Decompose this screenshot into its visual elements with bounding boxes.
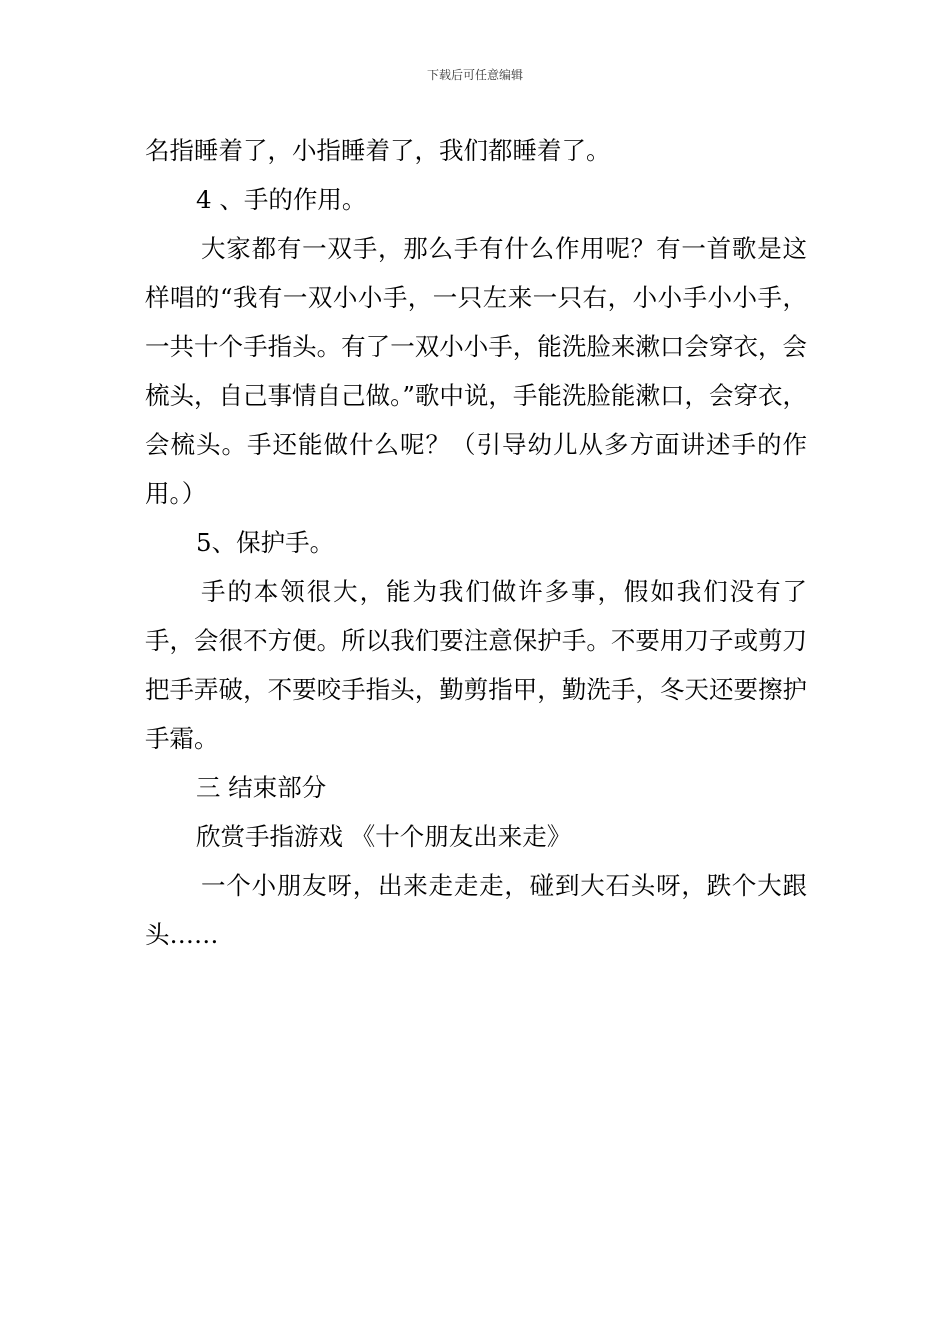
- paragraph-protect-hand: 手的本领很大，能为我们做许多事，假如我们没有了手，会很不方便。所以我们要注意保护手。不要用刀子或剪刀把手弄破，不要咬手指头，勤剪指甲，勤洗手，冬天还要擦护手霜。: [145, 577, 807, 753]
- page-header-note: 下载后可任意编辑: [426, 68, 523, 82]
- section-heading-hand-function: 4 、手的作用。: [196, 185, 367, 214]
- section-heading-ending: 三 结束部分: [196, 773, 327, 802]
- paragraph-hand-function: 大家都有一双手，那么手有什么作用呢？有一首歌是这样唱的“我有一双小小手，一只左来一只右，小小手小小手，一共十个手指头。有了一双小小手，能洗脸来漱口会穿衣，会梳头，自己事情自己做。”歌中说，手能洗脸能漱口，会穿衣，会梳头。手还能做什么呢？（引导幼儿从多方面讲述手的作用。）: [145, 234, 807, 508]
- document-body: [145, 126, 807, 959]
- paragraph-continuation: 名指睡着了，小指睡着了，我们都睡着了。: [145, 136, 611, 165]
- section-heading-protect-hand: 5、保护手。: [196, 528, 335, 557]
- paragraph-finger-game-text: 一个小朋友呀，出来走走走，碰到大石头呀，跌个大跟头……: [145, 871, 807, 949]
- paragraph-finger-game-title: 欣赏手指游戏 《十个朋友出来走》: [196, 822, 572, 851]
